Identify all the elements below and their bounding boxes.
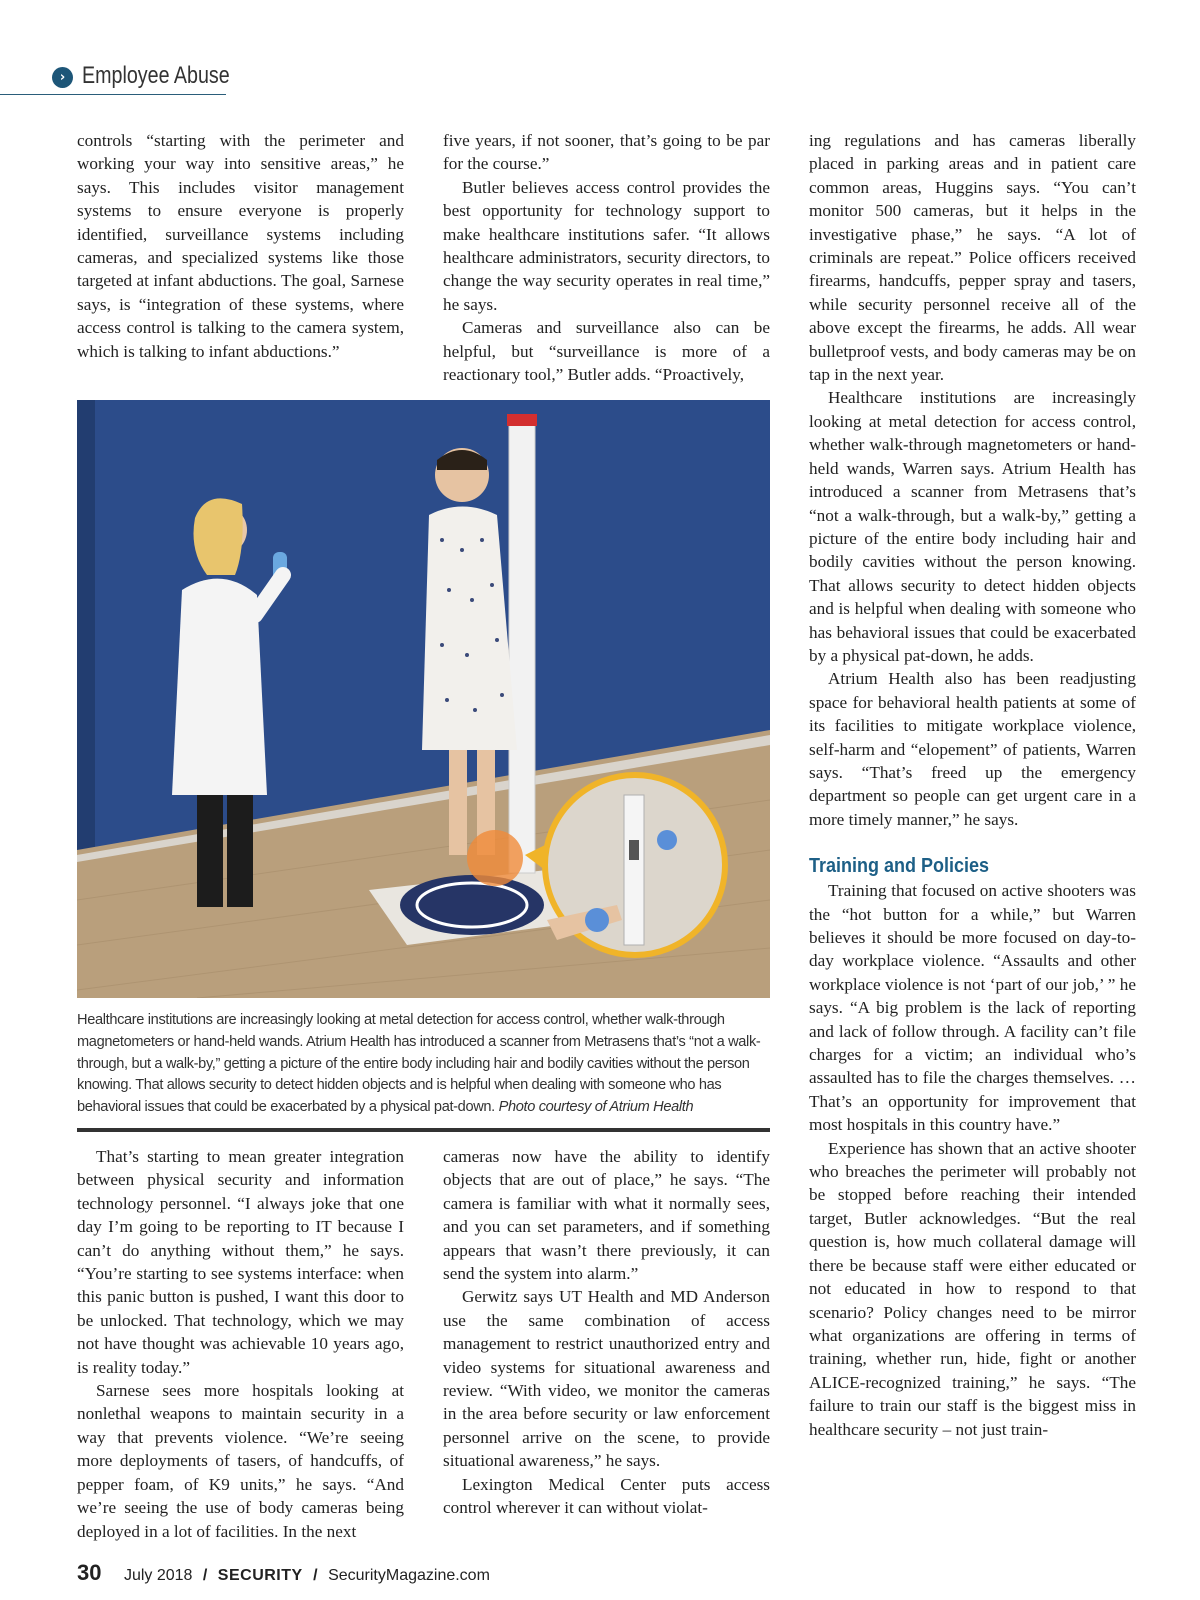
article-photo — [77, 400, 770, 998]
caption-text: Healthcare institutions are increasingly looking at metal detection for access control, whether walk-through magnetometers or hand-held wands. Atrium Health has introduced a scanner from Metrasens that’s “not a walk-through, but a walk-by,” getting a picture of the entire body including hair and bodily cavities without the person knowing. That allows security to detect hidden objects and is helpful when dealing with someone who has behavioral issues that could be exacerbated by a physical pat-down. — [77, 1012, 761, 1116]
paragraph: Atrium Health also has been readjusting space for behavioral health patients at some of its facilities to mitigate workplace violence, self-harm and “elopement” of patients, Warren says. “That’s freed up the emergency department so people can get urgent care in a more timely manner,” he says. — [809, 669, 1136, 829]
column-2-bottom — [443, 1145, 770, 1545]
chevron-right-icon: › — [52, 67, 73, 88]
photo-illustration — [77, 400, 770, 998]
paragraph: cameras now have the ability to identify objects that are out of place,” he says. “The camera is familiar with what it normally sees, and you can set parameters, and if something appears that wasn’t there previously, it can send the system into alarm.” — [443, 1147, 770, 1284]
paragraph: controls “starting with the perimeter and working your way into sensitive areas,” he says. This includes visitor management systems to ensure everyone is properly identified, surveillance systems including cameras, and specialized systems like those targeted at infant abductions. The goal, Sarnese says, is “integration of these systems, where access control is talking to the camera system, which is talking to infant abductions.” — [77, 131, 404, 361]
column-2-top — [443, 129, 770, 389]
page-footer — [77, 1560, 490, 1590]
paragraph: ing regulations and has cameras liberally placed in parking areas and in patient care common areas, Huggins says. “You can’t monitor 500 cameras, but it helps in the investigative phase,” he says. “A lot of criminals are repeat.” Police officers received firearms, handcuffs, pepper spray and tasers, while security personnel receive all of the above except the firearms, he adds. All wear bulletproof vests, and body cameras may be on tap in the next year. — [809, 131, 1136, 385]
section-header — [0, 62, 230, 95]
paragraph: Butler believes access control provides the best opportunity for technology support to make healthcare institutions safer. “It allows healthcare administrators, security directors, to change the way security operates in real time,” he says. — [443, 177, 770, 314]
paragraph: Experience has shown that an active shooter who breaches the perimeter will probably not be stopped before reaching their intended target, Butler acknowledges. “But the real question is, how much collateral damage will there be because staff were either educated or not educated in how to respond to that scenario? Policy changes need to be mirror what organizations are offering in terms of training, whether run, hide, fight or another ALICE-recognized training,” he says. “The failure to train our staff is the biggest miss in healthcare security – not just train- — [809, 1138, 1136, 1439]
photo-caption — [77, 1010, 770, 1119]
footer-separator: / — [313, 1567, 318, 1584]
paragraph: That’s starting to mean greater integration between physical security and information technology personnel. “I always joke that one day I’m going to be reporting to IT because I can’t do anything without them,” he says. “You’re starting to see systems interface: when this panic button is pushed, I want this door to be unlocked. That technology, which we may not have thought was achievable 10 years ago, is reality today.” — [77, 1147, 404, 1377]
paragraph: Cameras and surveillance also can be helpful, but “surveillance is more of a reactionary tool,” Butler adds. “Proactively, — [443, 318, 770, 385]
paragraph: five years, if not sooner, that’s going to be par for the course.” — [443, 131, 770, 174]
column-1-top — [77, 129, 404, 389]
page-number: 30 — [77, 1560, 102, 1585]
paragraph: Gerwitz says UT Health and MD Anderson use the same combination of access management to restrict unauthorized entry and video systems for situational awareness and review. “With video, we monitor the cameras in the area before security or law enforcement personnel arrive on the scene, to provide situational awareness,” he says. — [443, 1287, 770, 1471]
photo-credit: Photo courtesy of Atrium Health — [498, 1099, 694, 1116]
paragraph: Healthcare institutions are increasingly looking at metal detection for access control, whether walk-through magnetometers or hand-held wands, Warren says. Atrium Health has introduced a scanner from Metrasens that’s “not a walk-through, but a walk-by,” getting a picture of the entire body including hair and bodily cavities without the person knowing. That allows security to detect hidden objects and is helpful when dealing with someone who has behavioral issues that could be exacerbated by a physical pat-down, he adds. — [809, 388, 1136, 665]
paragraph: Lexington Medical Center puts access control wherever it can without violat- — [443, 1474, 770, 1518]
column-3 — [809, 129, 1136, 1539]
caption-divider — [77, 1128, 770, 1132]
column-1-bottom — [77, 1145, 404, 1545]
issue-date: July 2018 — [123, 1567, 193, 1584]
paragraph: Sarnese sees more hospitals looking at nonlethal weapons to maintain security in a way that prevents violence. “We’re seeing more deployments of tasers, of handcuffs, of pepper foam, of K9 units,” he says. “And we’re seeing the use of body cameras being deployed in a lot of facilities. In the next — [77, 1381, 404, 1541]
magazine-name: SECURITY — [217, 1567, 303, 1584]
section-title: Employee Abuse — [82, 62, 230, 89]
footer-separator: / — [202, 1567, 208, 1584]
subheading: Training and Policies — [809, 855, 990, 878]
paragraph: Training that focused on active shooters was the “hot button for a while,” but Warren believes it should be more focused on day-to-day workplace violence. “Assaults and other workplace violence is not ‘part of our job,’ ” he says. “A big problem is the lack of reporting and lack of follow through. A facility can’t file charges for a victim; an individual who’s assaulted has to file the charges themselves. … That’s an opportunity for improvement that most hospitals in this country have.” — [809, 881, 1136, 1135]
magazine-website: SecurityMagazine.com — [328, 1567, 490, 1584]
